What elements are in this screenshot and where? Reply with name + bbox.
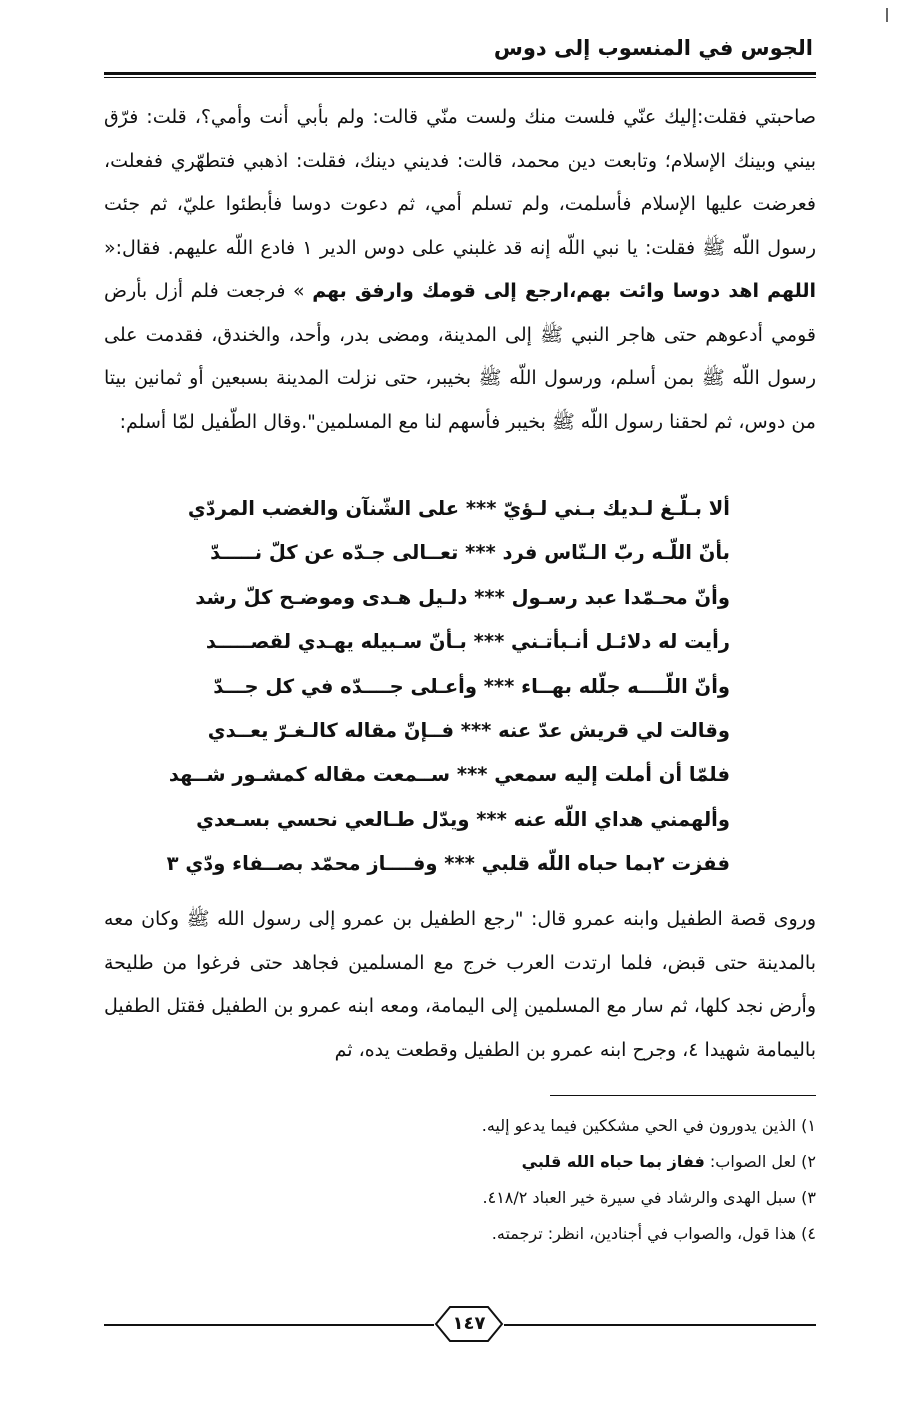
bottom-paragraph-text: وروى قصة الطفيل وابنه عمرو قال: "رجع الطفيل بن عمرو إلى رسول الله ﷺ وكان معه بالمدينة حتى قبض، فلما ارتدت العرب خرج مع المسلمين فجاهد حتى فرغوا من طليحة وأرض نجد كلها، ثم سار مع المسلمين إلى اليمامة، ومعه ابنه عمرو بن الطفيل فقتل الطفيل باليمامة شهيدا ٤، وجرح ابنه عمرو بن الطفيل وقطعت يده، ثم <box>104 908 816 1061</box>
poem-verse: ففزت ٢بما حباه اللّه قلبي *** وفــــاز محمّد بصــفاء ودّي ٣ <box>166 852 730 876</box>
poem-verse: وأنّ اللّــــه جلّله بهــاء *** وأعـلى جــــدّه في كل جـــدّ <box>213 674 730 698</box>
footnote-3: ٣) سبل الهدى والرشاد في سيرة خير العباد ٤١٨/٢. <box>482 1188 816 1207</box>
bottom-paragraph <box>104 898 816 1072</box>
footnote-2-prefix: ٢) لعل الصواب: <box>704 1152 816 1171</box>
footer-rule-left <box>104 1324 434 1326</box>
running-header-title: الجوس في المنسوب إلى دوس <box>493 36 813 60</box>
prophet-supplication-quote: اللهم اهد دوسا وائت بهم،ارجع إلى قومك وارفق بهم <box>312 280 816 302</box>
top-paragraph <box>104 96 816 444</box>
poem-verse: وأنّ محـمّدا عبد رسـول *** دلـيل هـدى وموضـح كلّ رشد <box>195 585 730 609</box>
poem-verse: رأيت له دلائـل أنـبأتـني *** بـأنّ سـبيله يهـدي لقصـــــد <box>205 630 730 654</box>
footnote-4: ٤) هذا قول، والصواب في أجنادين، انظر: ترجمته. <box>491 1224 816 1243</box>
top-paragraph-text-1: صاحبتي فقلت:إليك عنّي فلست منك ولست منّي قالت: ولم بأبي أنت وأمي؟، قلت: فرّق بيني وبينك الإسلام؛ وتابعت دين محمد، قالت: فديني دينك، فقلت: اذهبي فتطهّري ففعلت، فعرضت عليها الإسلام فأسلمت، ولم تسلم أمي، ثم دعوت دوسا فأبطئوا عليّ، ثم جئت رسول اللّه ﷺ فقلت: يا نبي اللّه إنه قد غلبني على دوس الدير ١ فادع اللّه عليهم. فقال:« <box>104 106 816 259</box>
footnote-2-correction: ففاز بما حباه الله قلبي <box>521 1152 705 1171</box>
header-rule <box>104 72 816 75</box>
page-number: ١٤٧ <box>452 1313 486 1334</box>
footnote-2 <box>104 1144 816 1180</box>
poem-verse: بأنّ اللّـه ربّ الـنّاس فرد *** تعــالى جـدّه عن كلّ نـــــدّ <box>210 541 730 565</box>
poem-verse: وألهمني هداي اللّه عنه *** ويدّل طـالعي نحسي بسـعدي <box>196 807 730 831</box>
poem-verse: فلمّا أن أملت إليه سمعي *** ســمعت مقاله كمشـور شــهد <box>168 763 730 787</box>
poem-verse: وقالت لي قريش عدّ عنه *** فــإنّ مقاله كالـغـرّ يعــدي <box>207 718 730 742</box>
scan-mark <box>886 8 888 22</box>
page-number-frame <box>434 1304 504 1344</box>
poem-verse: ألا بـلّـغ لـديك بـني لـؤيّ *** على الشّنآن والغضب المردّي <box>187 497 730 520</box>
footer-rule-right <box>504 1324 816 1326</box>
header-rule-thin <box>104 77 816 78</box>
footnotes <box>104 1108 816 1252</box>
top-paragraph-text-2: » فرجعت فلم أزل بأرض قومي أدعوهم حتى هاجر النبي ﷺ إلى المدينة، ومضى بدر، وأحد، والخندق، فقدمت على رسول اللّه ﷺ بمن أسلم، ورسول اللّه ﷺ بخيبر، حتى نزلت المدينة بسبعين أو ثمانين بيتا من دوس، ثم لحقنا رسول اللّه ﷺ بخيبر فأسهم لنا مع المسلمين".وقال الطّفيل لمّا أسلم: <box>104 280 816 433</box>
footnote-separator <box>550 1095 816 1096</box>
footnote-1: ١) الذين يدورون في الحي مشككين فيما يدعو إليه. <box>481 1116 816 1135</box>
poem <box>104 487 816 887</box>
